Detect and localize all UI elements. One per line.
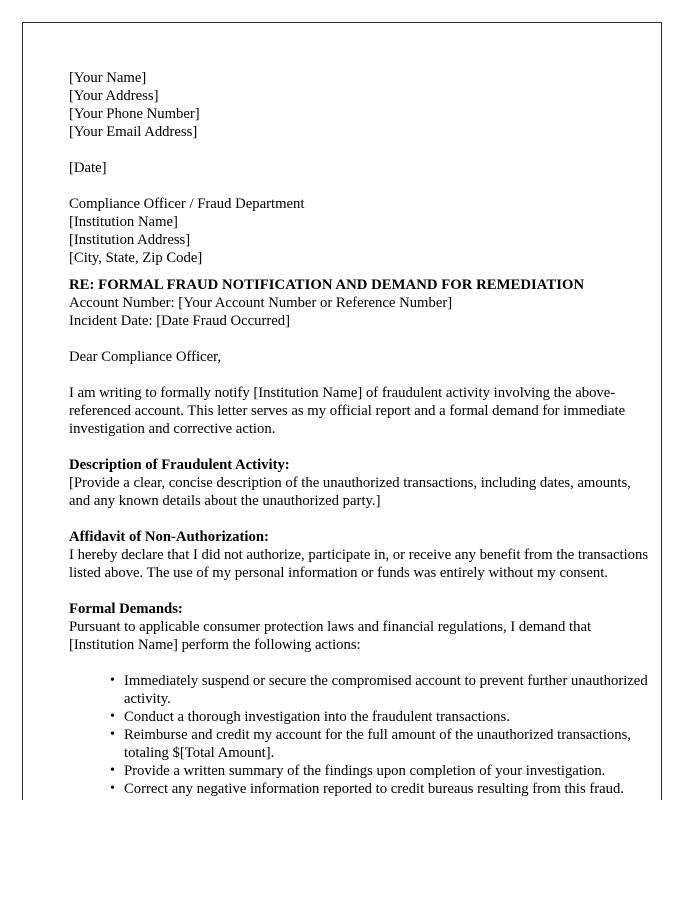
section-heading-formal-demands: Formal Demands: bbox=[69, 601, 183, 617]
list-item: • Correct any negative information reported to credit bureaus resulting from this fraud. bbox=[110, 780, 653, 798]
spacer-before-demand-list bbox=[69, 654, 653, 672]
list-item: • Conduct a thorough investigation into the fraudulent transactions. bbox=[110, 708, 653, 726]
document-page-frame bbox=[22, 22, 662, 800]
subject-line: RE: FORMAL FRAUD NOTIFICATION AND DEMAND FOR REMEDIATION bbox=[69, 277, 585, 293]
account-number-line: Account Number: [Your Account Number or Reference Number] bbox=[69, 295, 453, 311]
sender-phone: [Your Phone Number] bbox=[69, 106, 200, 122]
letter-content bbox=[69, 69, 653, 798]
recipient-institution-address: [Institution Address] bbox=[69, 232, 191, 248]
list-item: • Immediately suspend or secure the compromised account to prevent further unauthorized activity. bbox=[110, 672, 653, 708]
spacer-before-description bbox=[69, 438, 653, 456]
recipient-address-block bbox=[69, 195, 653, 267]
date-line: [Date] bbox=[69, 160, 107, 176]
salutation: Dear Compliance Officer, bbox=[69, 349, 222, 365]
section-body-formal-demands: Pursuant to applicable consumer protection laws and financial regulations, I demand that [Institution Name] perform the following actions: bbox=[69, 619, 592, 653]
section-body-description: [Provide a clear, concise description of the unauthorized transactions, including dates, amounts, and any known details about the unauthorized party.] bbox=[69, 475, 631, 509]
opening-paragraph: I am writing to formally notify [Institution Name] of fraudulent activity involving the above-referenced account. This letter serves as my official report and a formal demand for immediate investigation and corrective action. bbox=[69, 385, 626, 437]
section-heading-affidavit: Affidavit of Non-Authorization: bbox=[69, 529, 269, 545]
spacer-after-sender bbox=[69, 141, 653, 159]
section-heading-description: Description of Fraudulent Activity: bbox=[69, 457, 290, 473]
incident-date-line: Incident Date: [Date Fraud Occurred] bbox=[69, 313, 291, 329]
section-body-affidavit: I hereby declare that I did not authorize, participate in, or receive any benefit from the transactions listed above. The use of my personal information or funds was entirely without my consent. bbox=[69, 547, 649, 581]
spacer-after-recipient bbox=[69, 267, 653, 276]
list-item: • Reimburse and credit my account for the full amount of the unauthorized transactions, totaling $[Total Amount]. bbox=[110, 726, 653, 762]
list-item: • Provide a written summary of the findings upon completion of your investigation. bbox=[110, 762, 653, 780]
sender-address: [Your Address] bbox=[69, 88, 159, 104]
sender-email: [Your Email Address] bbox=[69, 124, 198, 140]
spacer-before-demands bbox=[69, 582, 653, 600]
recipient-department: Compliance Officer / Fraud Department bbox=[69, 196, 305, 212]
demands-list bbox=[69, 672, 653, 798]
recipient-institution-name: [Institution Name] bbox=[69, 214, 178, 230]
spacer-after-date bbox=[69, 177, 653, 195]
spacer-after-reference bbox=[69, 330, 653, 348]
sender-address-block bbox=[69, 69, 653, 141]
sender-name: [Your Name] bbox=[69, 70, 147, 86]
recipient-city-state-zip: [City, State, Zip Code] bbox=[69, 250, 203, 266]
spacer-before-affidavit bbox=[69, 510, 653, 528]
spacer-after-salutation bbox=[69, 366, 653, 384]
